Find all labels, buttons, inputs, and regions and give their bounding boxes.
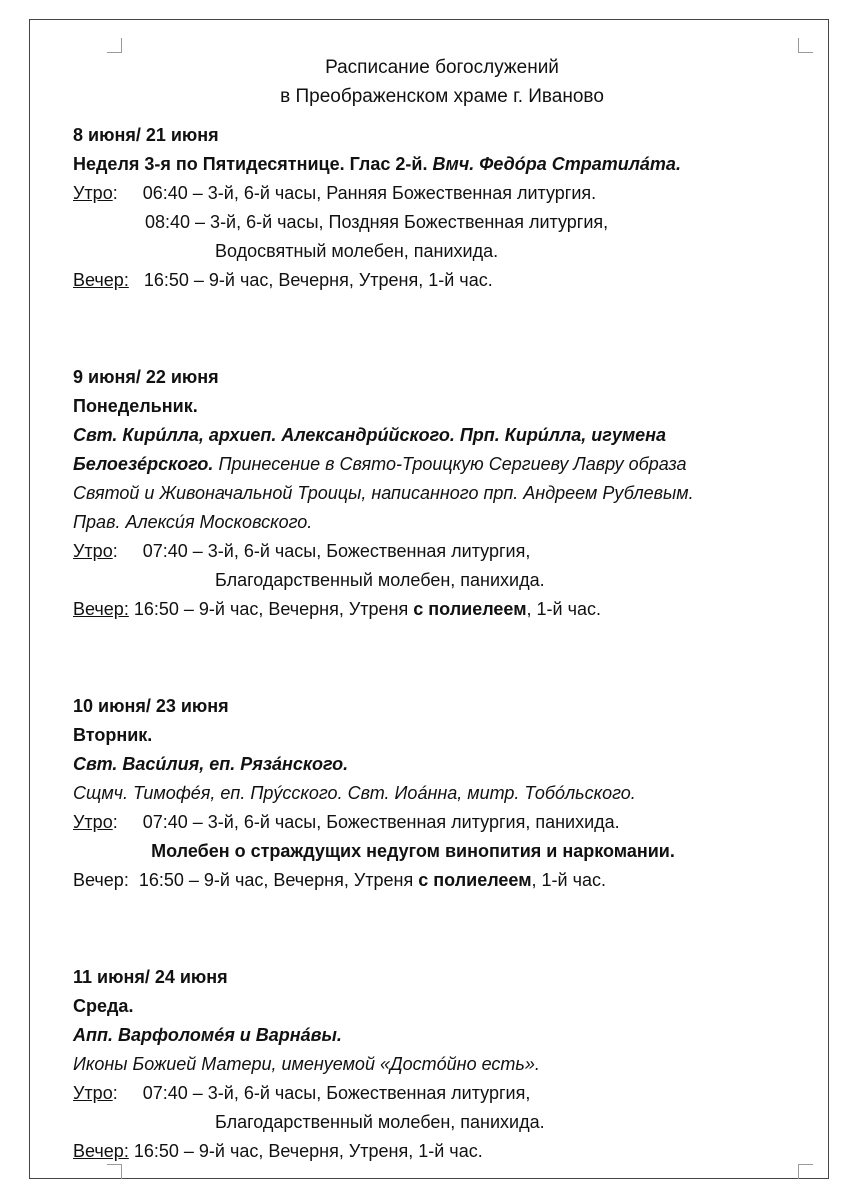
morning-service: Утро: 06:40 – 3-й, 6-й часы, Ранняя Божественная литургия. xyxy=(73,183,597,203)
corner-mark xyxy=(107,1164,122,1179)
day-saints: Белоезéрского. Принесение в Свято-Троицкую Сергиеву Лавру образа xyxy=(73,454,687,474)
evening-label: Вечер: xyxy=(73,1141,129,1161)
evening-service: Вечер: 16:50 – 9-й час, Вечерня, Утреня, 1-й час. xyxy=(73,270,493,290)
day-saints: Иконы Божией Матери, именуемой «Достóйно есть». xyxy=(73,1054,540,1074)
day-saints: Прав. Алекси́я Московского. xyxy=(73,512,313,532)
day-saints: Свт. Кири́лла, архиеп. Александри́йского. Прп. Кири́лла, игумена xyxy=(73,425,667,445)
corner-mark xyxy=(798,38,813,53)
day-weekday: Вторник. xyxy=(73,725,153,745)
page-title: Расписание богослужений в Преображенском храме г. Иваново xyxy=(280,57,604,107)
morning-label: Утро xyxy=(73,1083,113,1103)
evening-service: Вечер: 16:50 – 9-й час, Вечерня, Утреня с полиелеем, 1-й час. xyxy=(73,870,606,890)
day-weekday: Понедельник. xyxy=(73,396,198,416)
corner-mark xyxy=(798,1164,813,1179)
morning-label: Утро xyxy=(73,541,113,561)
day-block xyxy=(73,963,813,1166)
day-block xyxy=(73,121,813,295)
day-block xyxy=(73,692,813,895)
day-saints: Сщмч. Тимофéя, еп. Прýсского. Свт. Иоáнна, митр. Тобóльского. xyxy=(73,783,636,803)
morning-service: Утро: 07:40 – 3-й, 6-й часы, Божественная литургия, xyxy=(73,1083,531,1103)
day-date: 9 июня/ 22 июня xyxy=(73,367,219,387)
moleben-note: Молебен о страждущих недугом винопития и наркомании. xyxy=(151,841,675,861)
day-feast: Неделя 3-я по Пятидесятнице. Глас 2-й. Вмч. Федóра Стратилáта. xyxy=(73,154,681,174)
day-saints: Святой и Живоначальной Троицы, написанного прп. Андреем Рублевым. xyxy=(73,483,694,503)
morning-service-2: Благодарственный молебен, панихида. xyxy=(215,570,545,590)
evening-label: Вечер: xyxy=(73,270,129,290)
evening-label: Вечер: xyxy=(73,599,129,619)
corner-mark xyxy=(107,38,122,53)
schedule-document xyxy=(73,53,813,1166)
morning-service: Утро: 07:40 – 3-й, 6-й часы, Божественная литургия, xyxy=(73,541,531,561)
day-saints: Апп. Варфоломéя и Варнáвы. xyxy=(73,1025,342,1045)
day-date: 11 июня/ 24 июня xyxy=(73,967,228,987)
morning-label: Утро xyxy=(73,183,113,203)
evening-service: Вечер: 16:50 – 9-й час, Вечерня, Утреня с полиелеем, 1-й час. xyxy=(73,599,601,619)
day-date: 10 июня/ 23 июня xyxy=(73,696,229,716)
morning-label: Утро xyxy=(73,812,113,832)
morning-service-3: Водосвятный молебен, панихида. xyxy=(215,241,499,261)
day-date: 8 июня/ 21 июня xyxy=(73,125,219,145)
day-saints: Свт. Васи́лия, еп. Ряза́нского. xyxy=(73,754,349,774)
evening-label: Вечер: xyxy=(73,870,129,890)
morning-service-2: Благодарственный молебен, панихида. xyxy=(215,1112,545,1132)
morning-service: Утро: 07:40 – 3-й, 6-й часы, Божественная литургия, панихида. xyxy=(73,812,620,832)
morning-service-2: 08:40 – 3-й, 6-й часы, Поздняя Божественная литургия, xyxy=(145,212,609,232)
day-weekday: Среда. xyxy=(73,996,134,1016)
evening-service: Вечер: 16:50 – 9-й час, Вечерня, Утреня, 1-й час. xyxy=(73,1141,483,1161)
day-block xyxy=(73,363,813,624)
